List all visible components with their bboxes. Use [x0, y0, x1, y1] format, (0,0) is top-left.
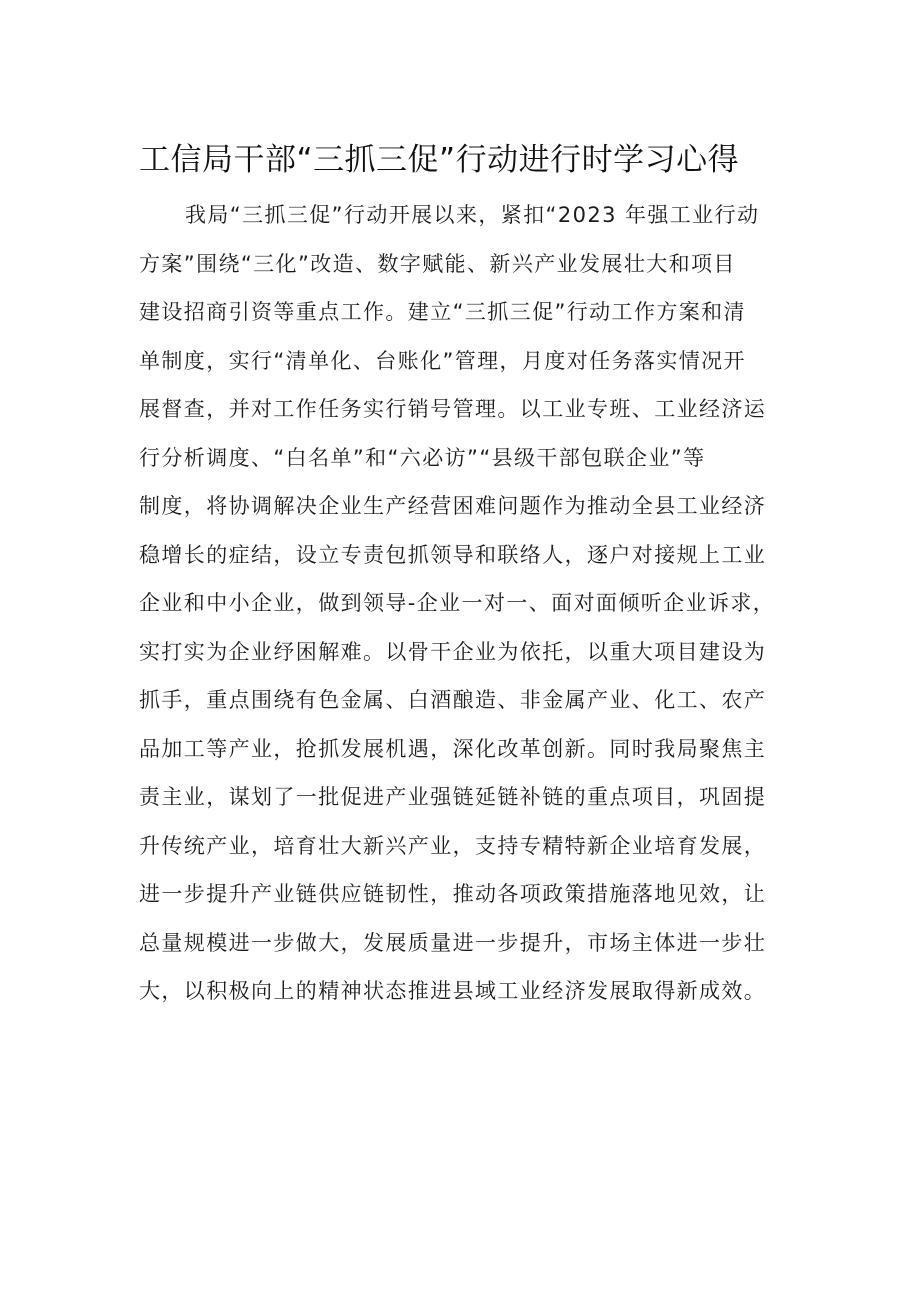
- document-title: 工信局干部“三抓三促”行动进行时学习心得: [139, 142, 740, 178]
- paragraph-line: 抓手，重点围绕有色金属、白酒酿造、非金属产业、化工、农产: [139, 688, 767, 712]
- paragraph-line: 建设招商引资等重点工作。建立“三抓三促”行动工作方案和清: [139, 300, 746, 324]
- paragraph-line: 进一步提升产业链供应链韧性，推动各项政策措施落地见效，让: [139, 882, 767, 906]
- paragraph-line: 制度，将协调解决企业生产经营困难问题作为推动全县工业经济: [139, 494, 767, 518]
- paragraph-line: 方案”围绕“三化”改造、数字赋能、新兴产业发展壮大和项目: [139, 251, 736, 276]
- paragraph-line: 展督查，并对工作任务实行销号管理。以工业专班、工业经济运: [139, 397, 767, 421]
- paragraph-line: 升传统产业，培育壮大新兴产业，支持专精特新企业培育发展，: [139, 833, 767, 858]
- paragraph-line: 行分析调度、“白名单”和“六必访”“县级干部包联企业”等: [139, 445, 706, 470]
- paragraph-line: 我局“三抓三促”行动开展以来，紧扣“2023 年强工业行动: [185, 203, 760, 227]
- paragraph-line: 总量规模进一步做大，发展质量进一步提升，市场主体进一步壮: [139, 930, 767, 955]
- paragraph-line: 品加工等产业，抢抓发展机遇，深化改革创新。同时我局聚焦主: [139, 736, 767, 761]
- paragraph-line: 企业和中小企业，做到领导-企业一对一、面对面倾听企业诉求，: [139, 591, 776, 615]
- paragraph-line: 稳增长的症结，设立专责包抓领导和联络人，逐户对接规上工业: [139, 542, 767, 567]
- paragraph-line: 实打实为企业纾困解难。以骨干企业为依托，以重大项目建设为: [139, 639, 767, 664]
- paragraph-line: 单制度，实行“清单化、台账化”管理，月度对任务落实情况开: [139, 348, 746, 373]
- paragraph-line: 大，以积极向上的精神状态推进县域工业经济发展取得新成效。: [139, 979, 767, 1003]
- body-paragraph: [139, 191, 799, 1016]
- paragraph-line: 责主业，谋划了一批促进产业强链延链补链的重点项目，巩固提: [139, 785, 767, 809]
